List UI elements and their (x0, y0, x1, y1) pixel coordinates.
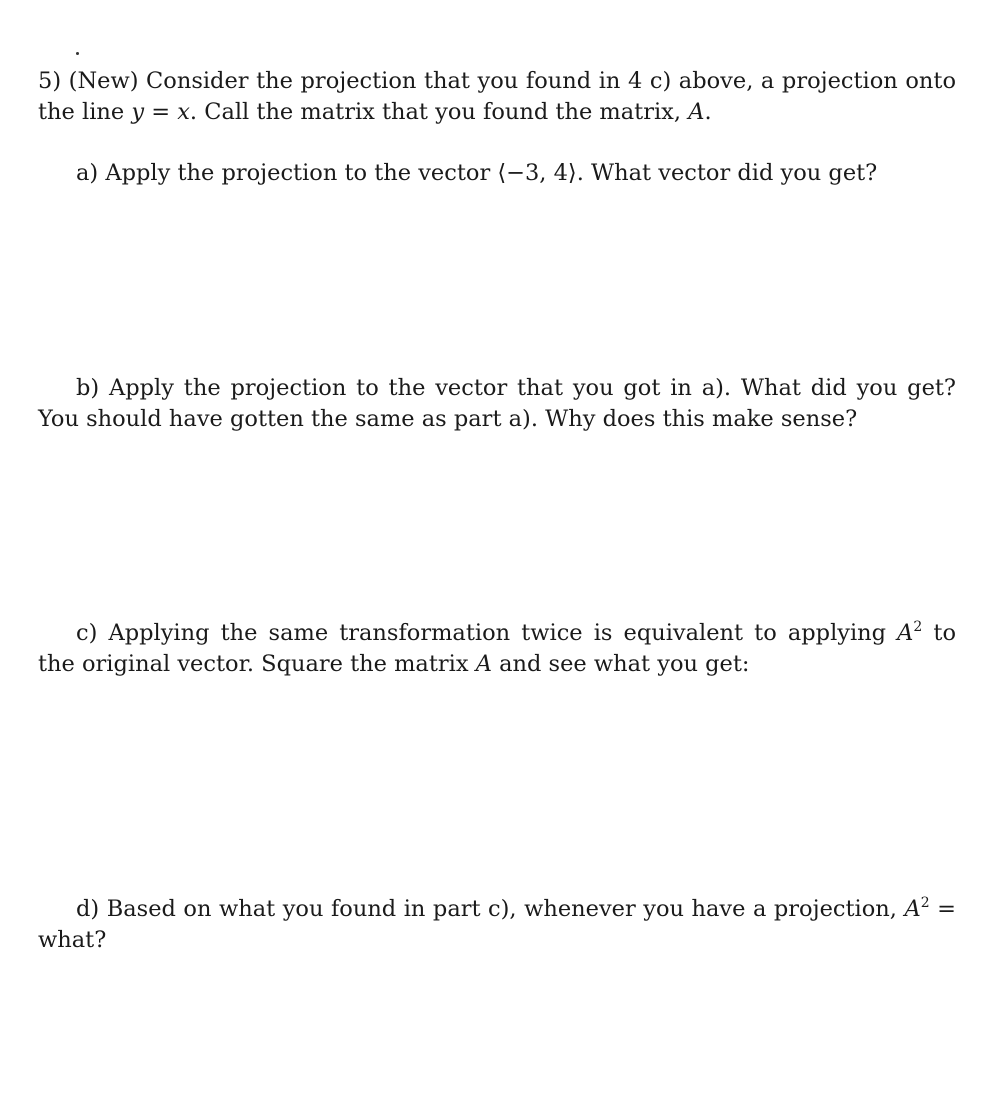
part-d-matrix-symbol: A (904, 896, 921, 922)
part-c-text-b: to the original vector. Square the matrix (38, 620, 956, 677)
part-b-question (38, 373, 956, 435)
part-b-text: b) Apply the projection to the vector that you got in a). What did you get? You should have gotten the same as part a). Why does this make sense? (38, 375, 956, 432)
part-c-exponent: 2 (913, 619, 923, 635)
part-a-vector: ⟨−3, 4⟩ (497, 160, 577, 186)
part-a-question (38, 158, 956, 189)
part-c-question (38, 618, 956, 680)
part-c-matrix-symbol-2: A (475, 651, 492, 677)
part-d-exponent: 2 (920, 895, 930, 911)
intro-end: . (704, 99, 712, 125)
part-d-text-a: d) Based on what you found in part c), whenever you have a projection, (76, 896, 905, 922)
intro-text-a: 5) (New) Consider the projection that you found in 4 c) above, a projection onto the line (38, 68, 956, 125)
part-d-text-b: = what? (38, 896, 956, 953)
part-a-text-a: a) Apply the projection to the vector (76, 160, 498, 186)
intro-text-b: . Call the matrix that you found the matrix, (189, 99, 689, 125)
problem-5-intro (38, 66, 956, 128)
part-c-text-a: c) Applying the same transformation twice is equivalent to applying (76, 620, 898, 646)
part-d-question (38, 894, 956, 956)
intro-matrix-symbol: A (688, 99, 705, 125)
stray-dot-mark (76, 52, 79, 55)
part-c-text-c: and see what you get: (491, 651, 750, 677)
intro-equation: y = x (131, 99, 190, 125)
part-a-text-b: . What vector did you get? (576, 160, 878, 186)
part-c-matrix-symbol: A (897, 620, 914, 646)
